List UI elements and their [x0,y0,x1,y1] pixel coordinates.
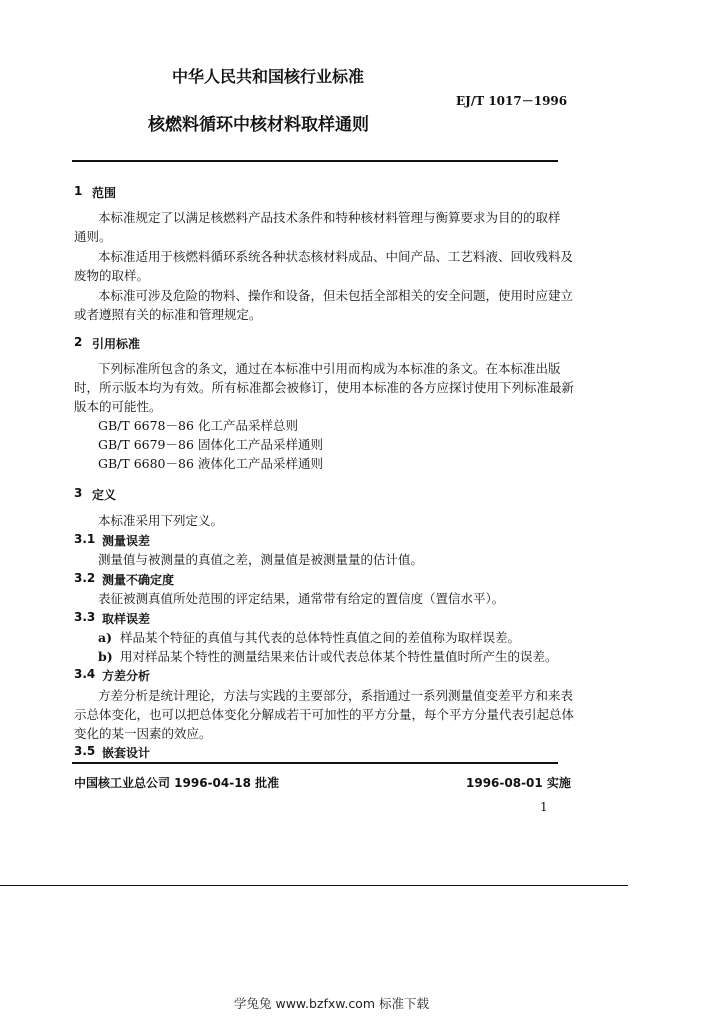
definition-3-1-number: 3.1 [74,532,96,546]
section-2-title: 引用标准 [92,337,141,351]
reference-code: GB/T 6679－86 [98,437,194,452]
section-2-para-line-2: 时，所示版本均为有效。所有标准都会被修订，使用本标准的各方应探讨使用下列标准最新 [74,380,575,395]
definition-3-4-title: 方差分析 [102,669,151,683]
definition-3-3-title: 取样误差 [102,612,151,626]
standard-category: 中华人民共和国核行业标准 [172,67,365,86]
reference-name: 液体化工产品采样通则 [198,456,324,471]
section-1-number: 1 [74,184,83,198]
section-3-intro: 本标准采用下列定义。 [98,513,224,528]
section-1-para-2-line-2: 废物的取样。 [74,268,150,283]
definition-3-1-text: 测量值与被测量的真值之差，测量值是被测量量的估计值。 [98,552,424,567]
section-1-para-3-line-1: 本标准可涉及危险的物料、操作和设备，但未包括全部相关的安全问题，使用时应建立 [98,288,574,303]
section-2-para-line-1: 下列标准所包含的条文，通过在本标准中引用而构成为本标准的条文。在本标准出版 [98,361,561,376]
definition-3-4-line-2: 示总体变化，也可以把总体变化分解成若干可加性的平方分量，每个平方分量代表引起总体 [74,707,575,722]
definition-3-3-item-a-text: 样品某个特征的真值与其代表的总体特性真值之间的差值称为取样误差。 [120,630,521,645]
reference-code: GB/T 6678－86 [98,418,194,433]
definition-3-5-number: 3.5 [74,744,96,758]
watermark: 学兔兔 www.bzfxw.com 标准下载 [234,996,429,1011]
section-1-title: 范围 [92,186,117,200]
section-1-para-3-line-2: 或者遵照有关的标准和管理规定。 [74,307,262,322]
definition-3-1-title: 测量误差 [102,534,151,548]
section-1-para-1-line-2: 通则。 [74,229,112,244]
approval-statement: 中国核工业总公司 1996-04-18 批准 [74,776,280,790]
definition-3-3-number: 3.3 [74,610,96,624]
standard-code: EJ/T 1017－1996 [456,94,568,108]
section-3-title: 定义 [92,488,117,502]
reference-code: GB/T 6680－86 [98,456,194,471]
section-1-para-2-line-1: 本标准适用于核燃料循环系统各种状态核材料成品、中间产品、工艺料液、回收残料及 [98,249,574,264]
section-1-para-1-line-1: 本标准规定了以满足核燃料产品技术条件和特种核材料管理与衡算要求为目的的取样 [98,210,561,225]
implementation-date: 1996-08-01 实施 [466,776,571,790]
definition-3-2-number: 3.2 [74,571,96,585]
section-2-number: 2 [74,335,83,349]
definition-3-4-line-3: 变化的某一因素的效应。 [74,726,212,741]
definition-3-4-number: 3.4 [74,667,96,681]
reference-name: 化工产品采样总则 [198,418,299,433]
definition-3-4-line-1: 方差分析是统计理论，方法与实践的主要部分，系指通过一系列测量值变差平方和来表 [98,688,574,703]
section-2-para-line-3: 版本的可能性。 [74,399,162,414]
header-rule [72,160,558,162]
reference-name: 固体化工产品采样通则 [198,437,324,452]
definition-3-5-title: 嵌套设计 [102,746,151,760]
definition-3-3-item-b-label: b) [98,649,113,664]
section-3-number: 3 [74,486,83,500]
page-bottom-rule [0,885,628,886]
definition-3-3-item-a-label: a) [98,630,113,645]
definition-3-2-text: 表征被测真值所处范围的评定结果，通常带有给定的置信度（置信水平）。 [98,591,505,606]
definition-3-2-title: 测量不确定度 [102,573,175,587]
definition-3-3-item-b-text: 用对样品某个特性的测量结果来估计或代表总体某个特性量值时所产生的误差。 [120,649,558,664]
page-number: 1 [540,800,548,814]
footer-rule [72,762,558,764]
document-title: 核燃料循环中核材料取样通则 [148,115,369,135]
